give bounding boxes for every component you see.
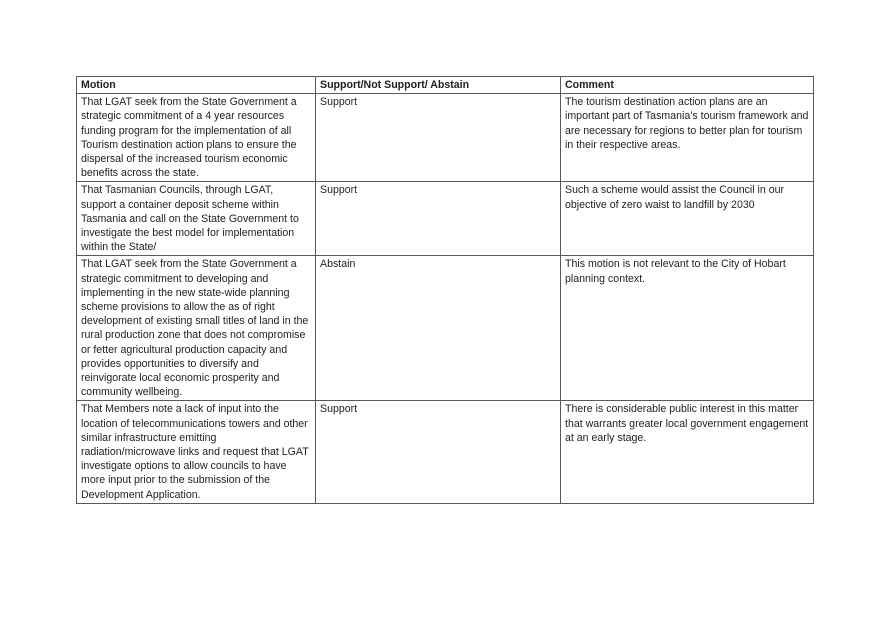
table-row bbox=[77, 182, 814, 256]
header-vote: Support/Not Support/ Abstain bbox=[316, 77, 561, 94]
motion-cell: That LGAT seek from the State Government a strategic commitment of a 4 year resources funding program for the implementation of all Tourism destination action plans to ensure the dispersal of the increased tourism economic benefits across the state. bbox=[77, 94, 316, 182]
header-comment: Comment bbox=[561, 77, 814, 94]
comment-cell: This motion is not relevant to the City of Hobart planning context. bbox=[561, 256, 814, 401]
table-row bbox=[77, 256, 814, 401]
comment-cell: Such a scheme would assist the Council in our objective of zero waist to landfill by 2030 bbox=[561, 182, 814, 256]
motion-cell: That Members note a lack of input into the location of telecommunications towers and other similar infrastructure emitting radiation/microwave links and request that LGAT investigate options to allow councils to have more input prior to the submission of the Development Application. bbox=[77, 401, 316, 503]
table-row bbox=[77, 94, 814, 182]
header-motion: Motion bbox=[77, 77, 316, 94]
vote-cell: Abstain bbox=[316, 256, 561, 401]
table-header-row bbox=[77, 77, 814, 94]
vote-cell: Support bbox=[316, 94, 561, 182]
table-row bbox=[77, 401, 814, 503]
comment-cell: There is considerable public interest in this matter that warrants greater local government engagement at an early stage. bbox=[561, 401, 814, 503]
motions-table bbox=[76, 76, 814, 504]
comment-cell: The tourism destination action plans are an important part of Tasmania’s tourism framework and are necessary for regions to better plan for tourism in their respective areas. bbox=[561, 94, 814, 182]
motion-cell: That LGAT seek from the State Government a strategic commitment to developing and implementing in the new state-wide planning scheme provisions to allow the as of right development of existing small titles of land in the rural production zone that does not compromise or fetter agricultural production capacity and provides opportunities to diversify and reinvigorate local economic prosperity and community wellbeing. bbox=[77, 256, 316, 401]
vote-cell: Support bbox=[316, 182, 561, 256]
motion-cell: That Tasmanian Councils, through LGAT, support a container deposit scheme within Tasmania and call on the State Government to investigate the best model for implementation within the State/ bbox=[77, 182, 316, 256]
vote-cell: Support bbox=[316, 401, 561, 503]
